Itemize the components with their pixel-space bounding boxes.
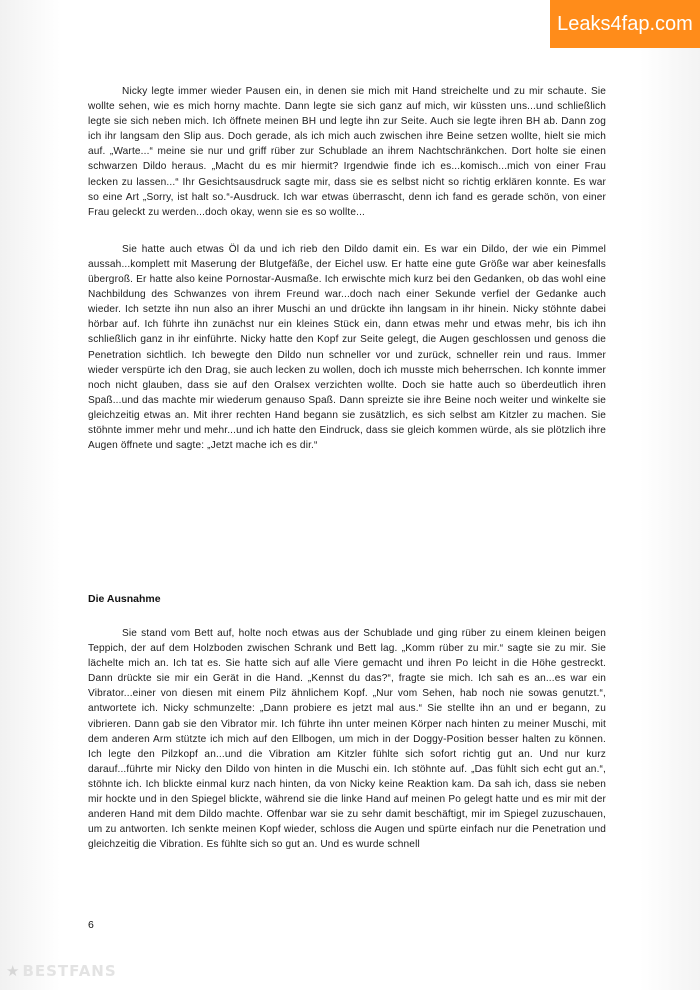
footer-watermark	[6, 962, 117, 980]
footer-watermark-label: BESTFANS	[22, 962, 117, 980]
star-icon: ★	[6, 962, 21, 980]
section-body	[88, 626, 606, 852]
paragraph: Nicky legte immer wieder Pausen ein, in denen sie mich mit Hand streichelte und zu mir schaute. Sie wollte sehen, wie es mich horny machte. Dann legte sie sich ganz auf mich, wir küssten uns...und schließlich legte sie sich neben mich. Ich öffnete meinen BH und legte ihn zur Seite. Auch sie legte ihren BH ab. Dann zog ich ihr langsam den Slip aus. Doch gerade, als ich mich auch zwischen ihre Beine setzen wollte, hielt sie mich auf. „Warte...“ meine sie nur und griff rüber zur Schublade an ihrem Nachtschränkchen. Dort holte sie einen schwarzen Dildo heraus. „Macht du es mir hiermit? Irgendwie finde ich es...komisch...mich von einer Frau lecken zu lassen...“ Ihr Gesichtsausdruck sagte mir, dass sie es selbst nicht so richtig erklären konnte. Es war so eine Art „Sorry, ist halt so.“-Ausdruck. Ich war etwas überrascht, denn ich fand es gerade schön, von einer Frau geleckt zu werden...doch okay, wenn sie es so wollte...	[88, 86, 606, 218]
story-text	[88, 84, 606, 453]
paragraph: Sie stand vom Bett auf, holte noch etwas aus der Schublade und ging rüber zu einem kleinen beigen Teppich, der auf dem Holzboden zwischen Schrank und Bett lag. „Komm rüber zu mir.“ sagte sie zu mir. Sie lächelte mich an. Ich tat es. Sie hatte sich auf alle Viere gemacht und ihren Po leicht in die Höhe gestreckt. Dann drückte sie mir ein Gerät in die Hand. „Kennst du das?“, fragte sie mich. Ich sah es an...es war ein Vibrator...einer von diesen mit einem Pilz ähnlichem Kopf. „Nur vom Sehen, hab noch nie sowas genutzt.“, antwortete ich. Nicky schmunzelte: „Dann probiere es jetzt mal aus.“ Sie stellte ihn an und er begann, zu vibrieren. Dann gab sie den Vibrator mir. Ich führte ihn unter meinen Körper nach hinten zu meiner Muschi, mit dem anderen Arm stützte ich mich auf den Ellbogen, um mich in der Doggy-Position besser halten zu können. Ich legte den Pilzkopf an...und die Vibration am Kitzler fühlte sich sofort richtig gut an. Und nur kurz darauf...führte mir Nicky den Dildo von hinten in die Muschi ein. Ich stöhnte auf. „Das fühlt sich echt gut an.“, stöhnte ich. Ich blickte einmal kurz nach hinten, da von Nicky keine Reaktion kam. Da sah ich, dass sie neben mir hockte und in den Spiegel blickte, während sie die linke Hand auf meinen Po gelegt hatte und es mir mit der anderen Hand mit dem Dildo machte. Offenbar war sie zu sehr damit beschäftigt, mir im Spiegel zuzuschauen, um zu antworten. Ich senkte meinen Kopf wieder, schloss die Augen und spürte einfach nur die Penetration und gleichzeitig die Vibration. Es fühlte sich so gut an. Und es wurde schnell	[88, 628, 606, 851]
watermark-badge: Leaks4fap.com	[550, 0, 700, 48]
paragraph: Sie hatte auch etwas Öl da und ich rieb den Dildo damit ein. Es war ein Dildo, der wie ein Pimmel aussah...komplett mit Maserung der Blutgefäße, der Eichel usw. Er hatte eine gute Größe war aber keinesfalls übergroß. Er hatte also keine Pornostar-Ausmaße. Ich erwischte mich kurz bei den Gedanken, ob das wohl eine Nachbildung des Schwanzes von ihrem Freund war...doch nach einer Sekunde verfiel der Gedanke auch wieder. Ich setzte ihn nun also an ihrer Muschi an und drückte ihn langsam in ihr hinein. Nicky stöhnte dabei hörbar auf. Ich führte ihn zunächst nur ein kleines Stück ein, dann etwas mehr und etwas mehr, bis ich ihn schließlich ganz in ihr einführte. Nicky hatte den Kopf zur Seite gelegt, die Augen geschlossen und genoss die Penetration sichtlich. Ich bewegte den Dildo nun schneller vor und zurück, schneller rein und raus. Immer wieder verspürte ich den Drag, sie auch lecken zu wollen, doch ich musste mich beherrschen. Ich konnte immer noch nicht glauben, dass sie auf den Oralsex verzichten wollte. Doch sie hatte auch so überdeutlich ihren Spaß...und das machte mir wiederum genauso Spaß. Dann spreizte sie ihre Beine noch weiter und winkelte sie gleichzeitig etwas an. Mit ihrer rechten Hand begann sie zusätzlich, es sich selbst am Kitzler zu machen. Sie stöhnte immer mehr und mehr...und ich hatte den Eindruck, dass sie gleich kommen würde, als sie plötzlich ihre Augen öffnete und sagte: „Jetzt mache ich es dir.“	[88, 243, 606, 452]
section-heading: Die Ausnahme	[88, 593, 161, 605]
page-number: 6	[88, 919, 94, 931]
